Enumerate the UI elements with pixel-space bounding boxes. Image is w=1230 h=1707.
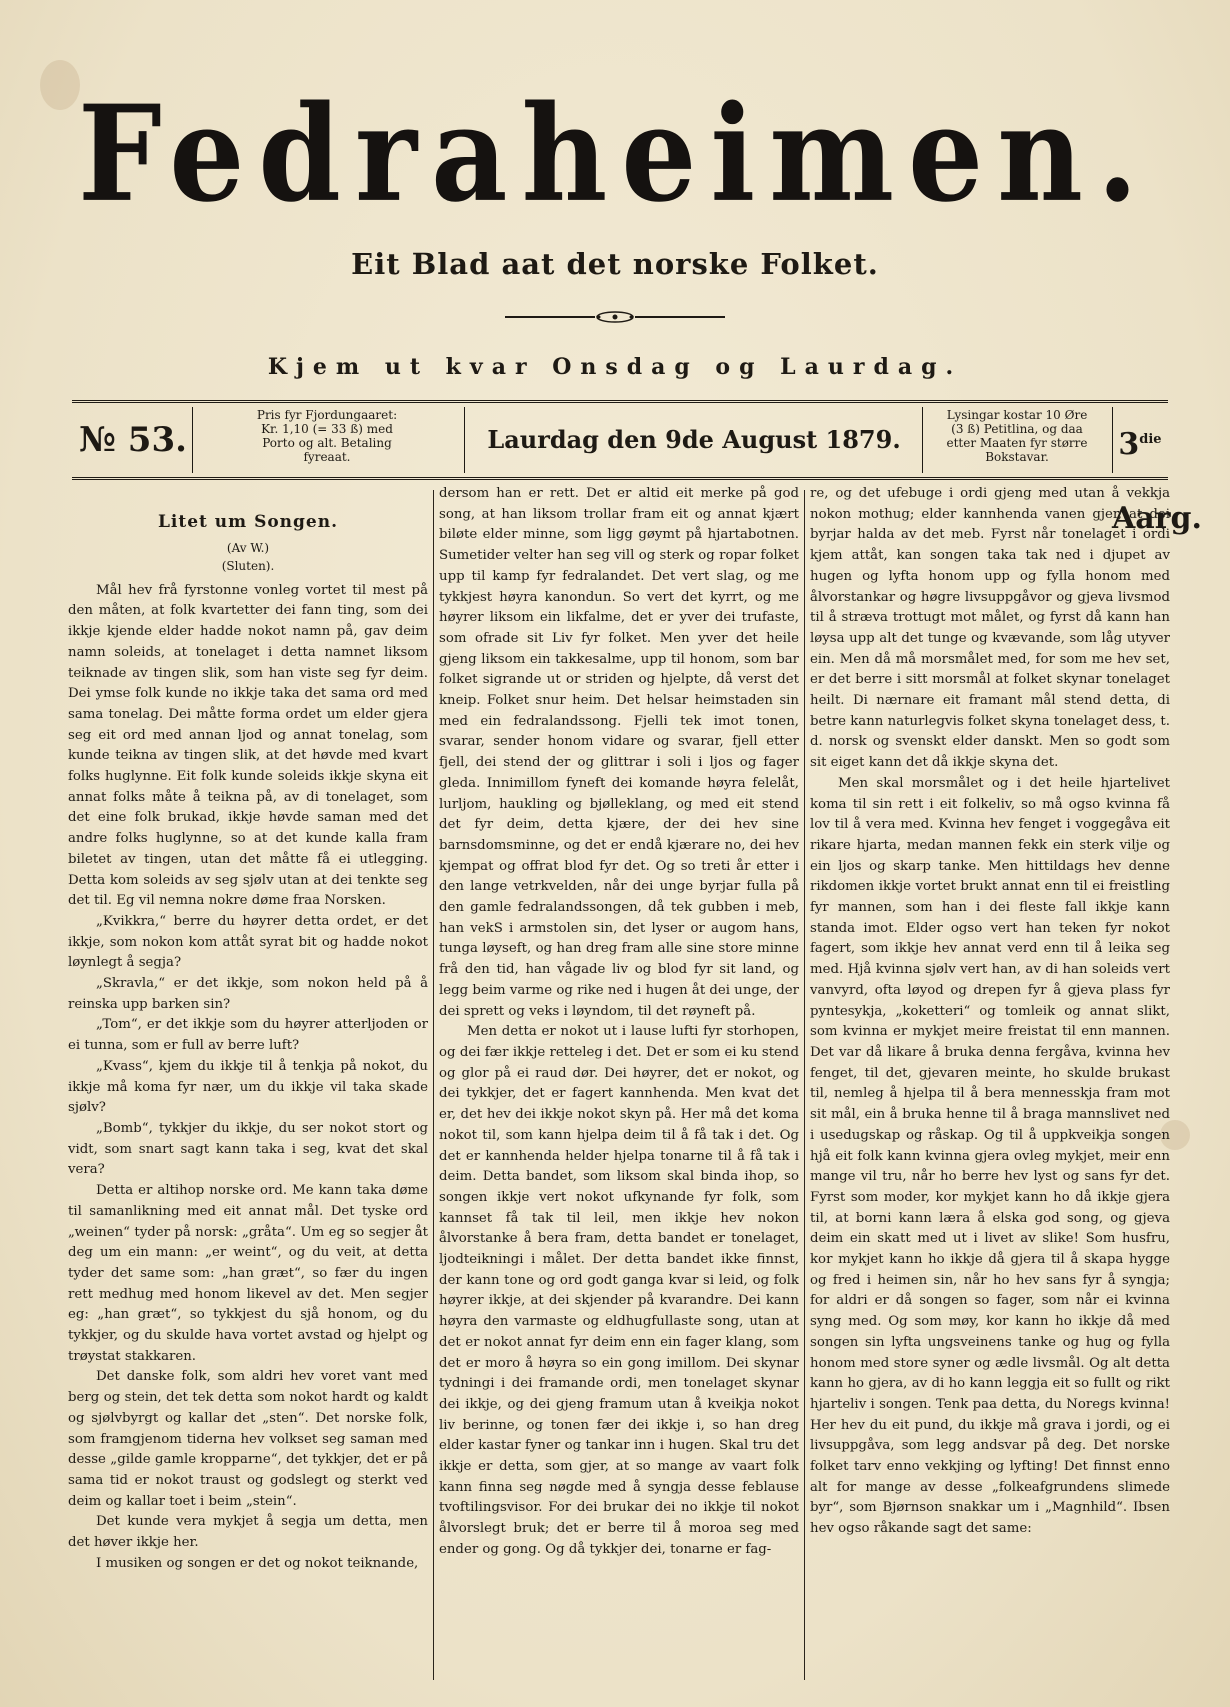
price-line: fyreaat. (303, 450, 351, 464)
publication-schedule: Kjem ut kvar Onsdag og Laurdag. (267, 354, 963, 380)
volume-year (1112, 403, 1202, 536)
subscription-price (192, 403, 462, 482)
paragraph: „Skravla,“ er det ikkje, som nokon held på å reinska upp barken sin? (68, 976, 428, 1012)
price-line: Pris fyr Fjordungaaret: (256, 408, 398, 422)
paragraph: Det kunde vera mykjet å segja um detta, men det høver ikkje her. (68, 1514, 428, 1551)
article-title: Litet um Songen. (157, 512, 339, 532)
masthead-subtitle: Eit Blad aat det norske Folket. (351, 247, 879, 281)
masthead-title: Fedraheimen. (77, 75, 1153, 232)
ads-line: Lysingar kostar 10 Øre (946, 408, 1088, 422)
paragraph: re, og det ufebuge i ordi gjeng med utan å vekkja nokon mothug; elder kannhenda vanen gjer, at dei byrjar halda av det meb. Fyrst når tonelaget i ordi kjem attåt, kan songen taka tak ned i djupet av hugen og lyfta honom upp og fylla honom med ålvorstankar og høgre livsuppgåvor og gjeva livsmod til å stræva trottugt mot målet, og fyrst då kann han løysa upp alt det tunge og kvævande, som låg utyver ein. Men då må morsmålet med, for som me hev set, er det berre i sitt morsmål at folket skynar tonelaget heilt. Di nærnare eit framant mål stend detta, di betre kann naturlegvis folket skyna tonelaget dess, t. d. norsk og svenskt elder danskt. Men so godt som sit eiget kann det då ikkje skyna det. (810, 486, 1170, 771)
price-line: Kr. 1,10 (= 33 ß) med (261, 422, 393, 436)
issue-number: № 53. (79, 420, 187, 460)
article-sequel-note: (Sluten). (221, 558, 275, 573)
column-rule (433, 490, 434, 1680)
advertising-rates (922, 403, 1112, 482)
paragraph: „Bomb“, tykkjer du ikkje, du ser nokot stort og vidt, som snart sagt kann taka i seg, kvat det skal vera? (68, 1120, 428, 1178)
article-columns (58, 484, 1170, 1684)
column-1 (68, 484, 428, 1684)
paragraph: I musiken og songen er det og nokot teiknande, (96, 1555, 419, 1571)
paragraph: Men detta er nokot ut i lause lufti fyr storhopen, og dei fær ikkje retteleg i det. Det er som ei ku stend og glor på ei raud dør. Dei høyrer, det er nokot, og dei tykkjer, det er fagert kannhenda. Men kvat det er, det hev dei ikkje nokot skyn på. Her må det koma nokot til, som kann hjelpa deim til å få tak i det. Og det er kannhenda helder hjelpa tonarne til å få tak i deim. Detta bandet, som liksom skal binda ihop, so songen ikkje vert nokot ufkynande fyr folk, som kannset få tak til leil, men ikkje hev nokon ålvorstanke å bera fram, detta bandet er tonelaget, ljodteikningi i målet. Der detta bandet ikke finnst, der kann tone og ord godt ganga kvar si leid, og folk høyrer ikkje, at dei skjender på kvarandre. Dei kann høyra den varmaste og eldhugfullaste song, utan at det er nokot annat fyr deim enn ein fager klang, som det er moro å høyra so ein gong imillom. Dei skynar tydningi i dei framande ordi, men tonelaget skynar dei ikkje, og dei gjeng framum utan å kveikja nokot liv berinne, og tonen fær dei ikkje i, so han dreg elder kastar fyner og tankar inn i hugen. Skal tru det ikkje er detta, som gjer, at so mange av vaart folk kann finna seg nøgde med å syngja desse feblause tvoftilingsvisor. For dei brukar dei no ikkje til nokot ålvorslegt bruk; det er berre til å moroa seg med ender og gong. Og då tykkjer dei, tonarne er fag- (439, 1024, 799, 1557)
paragraph: Detta er altihop norske ord. Me kann taka døme til samanlikning med eit annat mål. Det tyske ord „weinen“ tyder på norsk: „gråta“. Um eg so segjer åt deg um ein mann: „er weint“, og du veit, at detta tyder det same som: „han græt“, so fær du ingen rett medhug med honom likevel av det. Men segjer eg: „han græt“, so tykkjest du sjå honom, og du tykkjer, og du skulde hava vortet avstad og hjelpt og trøystat stakkaren. (68, 1183, 428, 1364)
paragraph: Det danske folk, som aldri hev voret vant med berg og stein, det tek detta som nokot hardt og kaldt og sjølvbyrgt og kallar det „sten“. Det norske folk, som framgjenom tiderna hev volkset seg saman med desse „gilde gamle kropparne“, det tykkjer, det er på sama tid er nokot traust og godslegt og sterkt ved deim og kallar toet i beim „stein“. (68, 1369, 428, 1509)
year-number: 3 (1118, 427, 1140, 462)
year-suffix: die (1139, 432, 1162, 447)
price-line: Porto og alt. Betaling (262, 436, 392, 450)
ornament-divider (505, 310, 725, 324)
year-word: Aarg. (1112, 501, 1202, 536)
paragraph: „Kvikkra,“ berre du høyrer detta ordet, er det ikkje, som nokon kom attåt syrat bit og hadde nokot løynlegt å segja? (68, 913, 428, 971)
ads-line: etter Maaten fyr større (946, 436, 1088, 450)
column-rule (804, 490, 805, 1680)
article-byline: (Av W.) (226, 540, 270, 555)
paragraph: dersom han er rett. Det er altid eit merke på god song, at han liksom trollar fram eit og annat kjært biløte elder minne, som ligg gøymt på hjartabotnen. Sumetider velter han seg vill og sterk og ropar folket upp til kamp fyr fedralandet. Det vert slag, og me tykkjest høyra kanondun. So vert det kyrrt, og me høyrer liksom ein likfalme, det er yver dei trufaste, som ofrade sit Liv fyr folket. Men yver det heile gjeng liksom ein takkesalme, upp til honom, som bar folket sigrande ut or striden og hjelpte, då verst det kneip. Folket snur heim. Det helsar heimstaden sin med ein fedralandssong. Fjelli tek imot tonen, svarar, sender honom vidare og svarar, fjell etter fjell, dei stend der og glittrar i soli i ljos og fager gleda. Innimillom fyneft dei komande høyra felelåt, lurljom, haukling og bjølleklang, og med eit stend det fyr deim, detta kjære, der dei hev sine barnsdomsminne, og det er endå kjærare no, dei hev kjempat og offrat blod fyr det. Og so treti år etter i den lange vetrkvelden, når dei unge byrjar fulla på den gamle fedralandssongen, då tek gubben i meb, han vekS i armstolen sin, det lyser or augom hans, tunga løyseft, og han dreg fram alle sine store minne frå den tid, han vågade liv og blod fyr sit land, og legg beim varme og rike ned i hugen åt dei unge, der dei sprett og veks i løyndom, til det røyneft på. (439, 486, 799, 1019)
paragraph: Mål hev frå fyrstonne vonleg vortet til mest på den måten, at folk kvartetter dei fann ting, som dei ikkje kjende elder hadde nokot namn på, gav deim namn soleids, at tonelaget i detta namnet liksom teiknade av tingen slik, som han viste seg fyr deim. Dei ymse folk kunde no ikkje taka det sama ord med sama tonelag. Dei måtte forma ordet um elder gjera seg eit ord med annan ljod og annat tonelag, som kunde teikna av tingen slik, at det høvde med kvart folks huglynne. Eit folk kunde soleids ikkje skyna eit annat folks måte å teikna på, av di tonelaget, som det eine folk brukad, ikkje høvde saman med det andre folks huglynne, so at det kunde kalla fram biletet av tingen, utan det måtte få ei utlegging. Detta kom soleids av seg sjølv utan at dei tenkte seg det til. Eg vil nemna nokre døme fraa Norsken. (68, 582, 428, 909)
ads-line: Bokstavar. (985, 450, 1049, 464)
paragraph: „Kvass“, kjem du ikkje til å tenkja på nokot, du ikkje må koma fyr nær, um du ikkje vil taka skade sjølv? (68, 1058, 428, 1116)
column-2 (439, 484, 799, 1684)
issue-date: Laurdag den 9de August 1879. (487, 425, 901, 454)
ads-line: (3 ß) Petitlina, og daa (951, 422, 1083, 436)
paragraph: „Tom“, er det ikkje som du høyrer atterljoden or ei tunna, som er full av berre luft? (68, 1017, 428, 1054)
paragraph: Men skal morsmålet og i det heile hjartelivet koma til sin rett i eit folkeliv, so må ogso kvinna få lov til å vera med. Kvinna hev fenget i voggegåva eit rikare hjarta, medan mannen fekk ein sterk vilje og ein ljos og skarp tanke. Men hittildags hev denne rikdomen ikkje vortet brukt annat enn til ei freistling fyr mannen, som han i dei fleste fall ikkje kann standa imot. Elder ogso vert han teken fyr nokot fagert, som ikkje hev annat verd enn til å leika seg med. Hjå kvinna sjølv vert han, av di han soleids vert vanvyrd, ofta løyod og drepen fyr å gjeva plass fyr pyntesykja, „koketteri“ og tomleik og annat slikt, som kvinna er mykjet meire freistat til enn mannen. Det var då likare å bruka denna fergåva, kvinna hev fenget, til det, gjevaren meinte, ho skulde brukast til, nemleg å hjelpa til å bera mennesskja fram mot sit mål, ein å bruka henne til å braga mannslivet ned i usedugskap og råskap. Og til å uppkveikja songen hjå eit folk kann kvinna gjera ovleg mykjet, meir enn mange vil tru, når ho berre hev lyst og sans fyr det. Fyrst som moder, kor mykjet kann ho då ikkje gjera til, at borni kann læra å elska god song, og gjeva deim ein skatt med ut i livet av slike! Som husfru, kor mykjet kann ho ikkje då gjera til å skapa hygge og fred i heimen sin, når ho hev sans fyr å syngja; for aldri er då songen so fager, som når ei kvinna syng med. Og som møy, kor kann ho ikkje då med songen sin lyfta ungsveinens tanke og hug og fylla honom med store syner og ædle livsmål. Og alt detta kann ho gjera, av di ho kann leggja eit so fullt og rikt hjarteliv i songen. Tenk paa detta, du Noregs kvinna! Her hev du eit pund, du ikkje må grava i jordi, og ei livsuppgåva, som legg andsvar på deg. Det norske folket tarv enno vekkjing og lyfting! Det finnst enno alt for mange av desse „folkeafgrundens slimede byr“, som Bjørnson snakkar um i „Magnhild“. Ibsen hev ogso råkande sagt det same: (810, 775, 1170, 1537)
column-3 (810, 484, 1170, 1684)
